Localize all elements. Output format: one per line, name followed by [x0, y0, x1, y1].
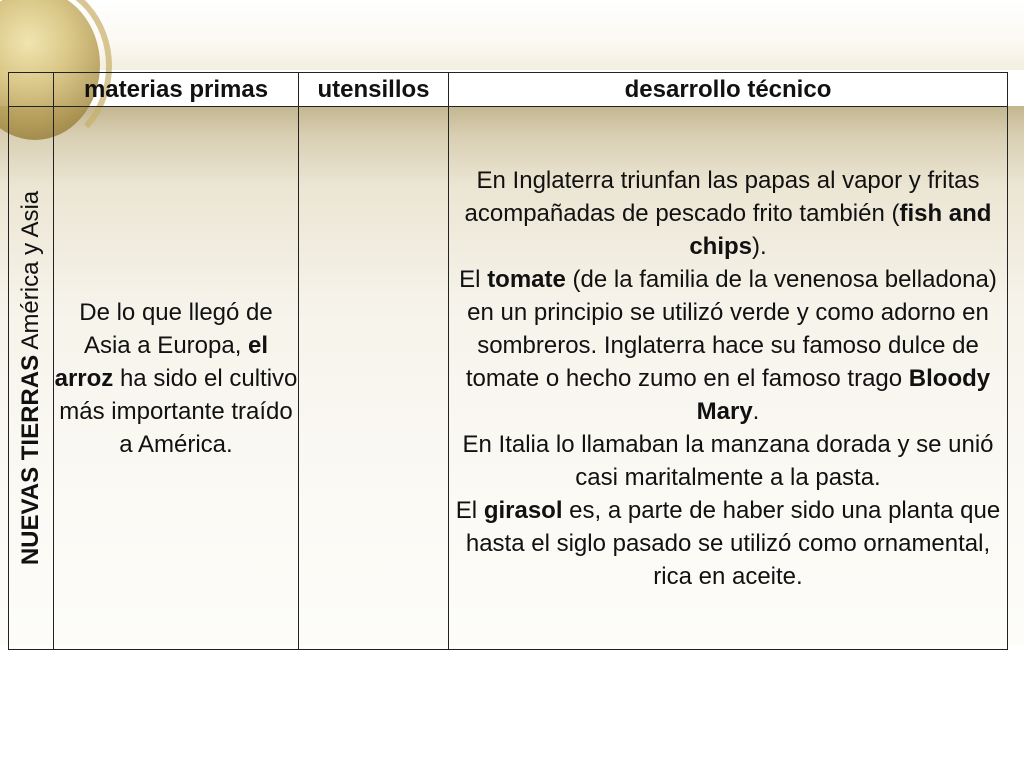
text-run: ha sido el cultivo más importante traído a América.	[59, 364, 298, 458]
bold-text-run: Bloody Mary	[696, 364, 991, 425]
text-run: ).	[752, 232, 767, 260]
bold-text-run: fish and chips	[689, 199, 992, 260]
desarrollo-paragraph	[449, 428, 1007, 494]
materias-cell	[54, 107, 299, 650]
utensillos-cell	[299, 107, 449, 650]
text-run: De lo que llegó de Asia a Europa,	[79, 298, 273, 359]
text-run: En Italia lo llamaban la manzana dorada y se unió casi maritalmente a la pasta.	[462, 430, 994, 491]
text-run: En Inglaterra triunfan las papas al vapor y fritas acompañadas de pescado frito también (	[464, 166, 980, 227]
header-utensillos: utensillos	[299, 73, 449, 107]
header-materias-primas: materias primas	[54, 73, 299, 107]
desarrollo-cell	[449, 107, 1008, 650]
bold-text-run: tomate	[487, 265, 566, 293]
side-label-cell	[9, 107, 54, 650]
side-label-normal: América y Asia	[17, 190, 44, 355]
header-cell-empty	[9, 73, 54, 107]
bold-text-run: girasol	[483, 496, 563, 524]
desarrollo-paragraph	[449, 164, 1007, 263]
desarrollo-paragraph	[449, 494, 1007, 593]
header-row	[9, 73, 1008, 107]
desarrollo-text	[449, 164, 1007, 593]
text-run: (de la familia de la venenosa belladona) en un principio se utilizó verde y como adorno en sombreros. Inglaterra hace su famoso dulce de tomate o hecho zumo en el famoso trago	[465, 265, 997, 392]
slide-header-band	[0, 0, 1024, 70]
text-run: es, a parte de haber sido una planta que hasta el siglo pasado se utilizó como ornamental, rica en aceite.	[465, 496, 1001, 590]
header-desarrollo-tecnico: desarrollo técnico	[449, 73, 1008, 107]
content-table	[8, 72, 1008, 650]
bold-text-run: el arroz	[54, 331, 269, 392]
text-run: .	[752, 397, 760, 425]
side-label	[16, 191, 46, 565]
text-run: El	[455, 496, 484, 524]
materias-text	[54, 296, 298, 461]
text-run: El	[459, 265, 488, 293]
content-row	[9, 107, 1008, 650]
side-label-bold: NUEVAS TIERRAS	[17, 354, 44, 566]
desarrollo-paragraph	[449, 263, 1007, 428]
